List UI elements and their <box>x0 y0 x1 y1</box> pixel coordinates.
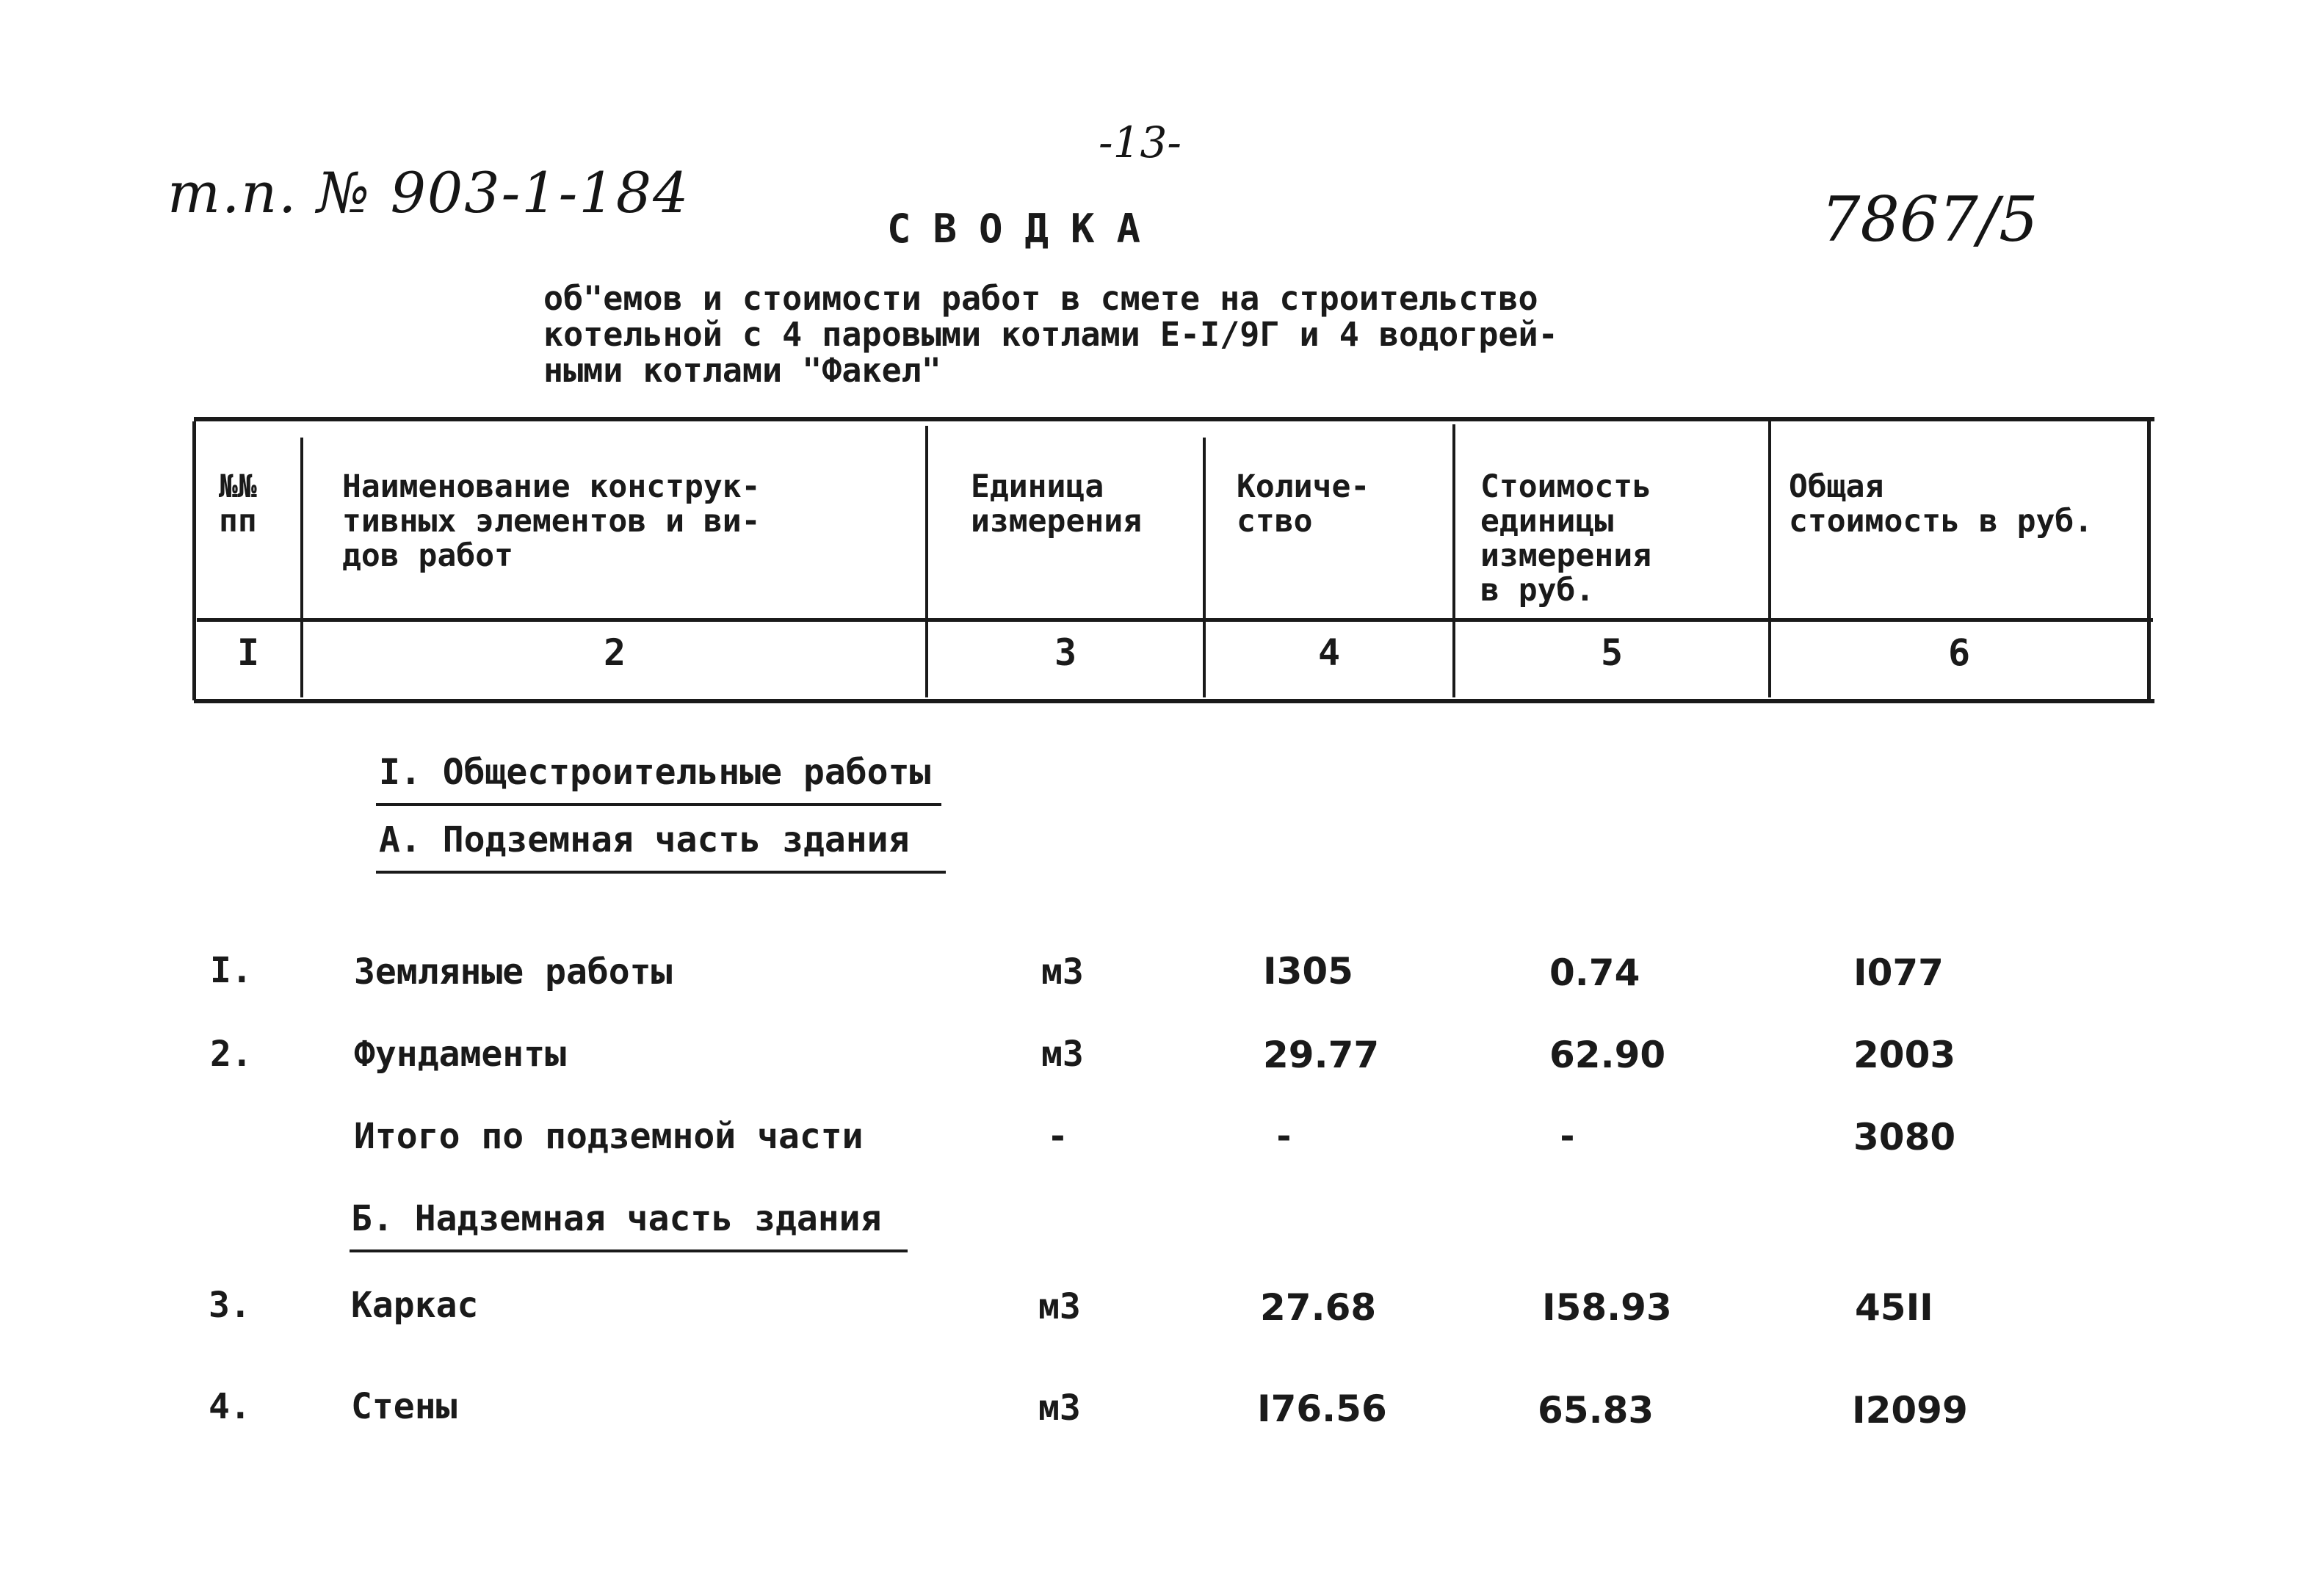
header-col-total: Общая стоимость в руб. <box>1789 468 2094 540</box>
row-total: 45II <box>1855 1286 1933 1329</box>
row-name: Земляные работы <box>354 951 673 993</box>
section-underline <box>350 1249 908 1252</box>
row-unit: - <box>1047 1116 1068 1157</box>
row-index: 3. <box>209 1285 251 1326</box>
row-name: Итого по подземной части <box>354 1116 864 1157</box>
row-unit: м3 <box>1041 1034 1084 1075</box>
header-col-index: №№ пп <box>219 468 257 540</box>
row-total: 2003 <box>1853 1034 1956 1076</box>
row-name: Стены <box>351 1386 457 1427</box>
row-unit-price: 65.83 <box>1538 1389 1654 1432</box>
header-col-quantity: Количе- ство <box>1237 468 1370 540</box>
row-unit-price: 0.74 <box>1549 951 1640 994</box>
row-index: I. <box>210 950 253 991</box>
row-unit: м3 <box>1038 1388 1081 1429</box>
section-heading-general: I. Общестроительные работы <box>379 752 931 793</box>
row-name: Каркас <box>351 1285 479 1326</box>
document-subtitle: об"емов и стоимости работ в смете на строительство котельной с 4 паровыми котлами Е-I/9Г и 4 водогрей- ными котлами "Факел" <box>543 279 1558 390</box>
row-total: 3080 <box>1853 1116 1956 1158</box>
header-col-unit: Единица измерения <box>971 468 1142 540</box>
header-col-unit-price: Стоимость единицы измерения в руб. <box>1480 468 1651 609</box>
column-number: 4 <box>1317 631 1341 674</box>
section-underline <box>376 871 946 874</box>
row-name: Фундаменты <box>354 1034 566 1075</box>
project-code: т.п. № 903-1-184 <box>167 160 690 225</box>
section-underline <box>376 803 941 806</box>
row-quantity: 27.68 <box>1260 1286 1377 1329</box>
table-top-border <box>194 417 2154 421</box>
row-quantity: I305 <box>1263 950 1353 993</box>
table-bottom-border <box>194 699 2154 703</box>
column-number: 3 <box>1054 631 1077 674</box>
row-quantity: 29.77 <box>1263 1034 1380 1076</box>
column-number: 2 <box>603 631 626 674</box>
row-total: I2099 <box>1852 1389 1968 1432</box>
table-mid-border <box>197 618 2153 622</box>
registration-number: 7867/5 <box>1821 184 2038 255</box>
row-total: I077 <box>1853 951 1944 994</box>
row-unit-price: 62.90 <box>1549 1034 1666 1076</box>
row-unit-price: I58.93 <box>1542 1286 1672 1329</box>
row-unit: м3 <box>1041 951 1084 993</box>
column-number: 6 <box>1947 631 1971 674</box>
row-unit-price: - <box>1557 1116 1578 1157</box>
column-number: 5 <box>1600 631 1624 674</box>
row-index: 2. <box>210 1034 253 1075</box>
section-heading-aboveground: Б. Надземная часть здания <box>351 1198 882 1239</box>
page-number: -13- <box>1099 117 1181 167</box>
column-number: I <box>236 631 260 674</box>
document-title: СВОДКА <box>887 206 1163 252</box>
row-quantity: I76.56 <box>1257 1388 1387 1430</box>
section-heading-underground: А. Подземная часть здания <box>379 819 910 860</box>
row-unit: м3 <box>1038 1286 1081 1327</box>
header-col-name: Наименование конструк- тивных элементов и ви- дов работ <box>342 468 761 574</box>
row-index: 4. <box>209 1386 251 1427</box>
row-quantity: - <box>1273 1116 1295 1157</box>
